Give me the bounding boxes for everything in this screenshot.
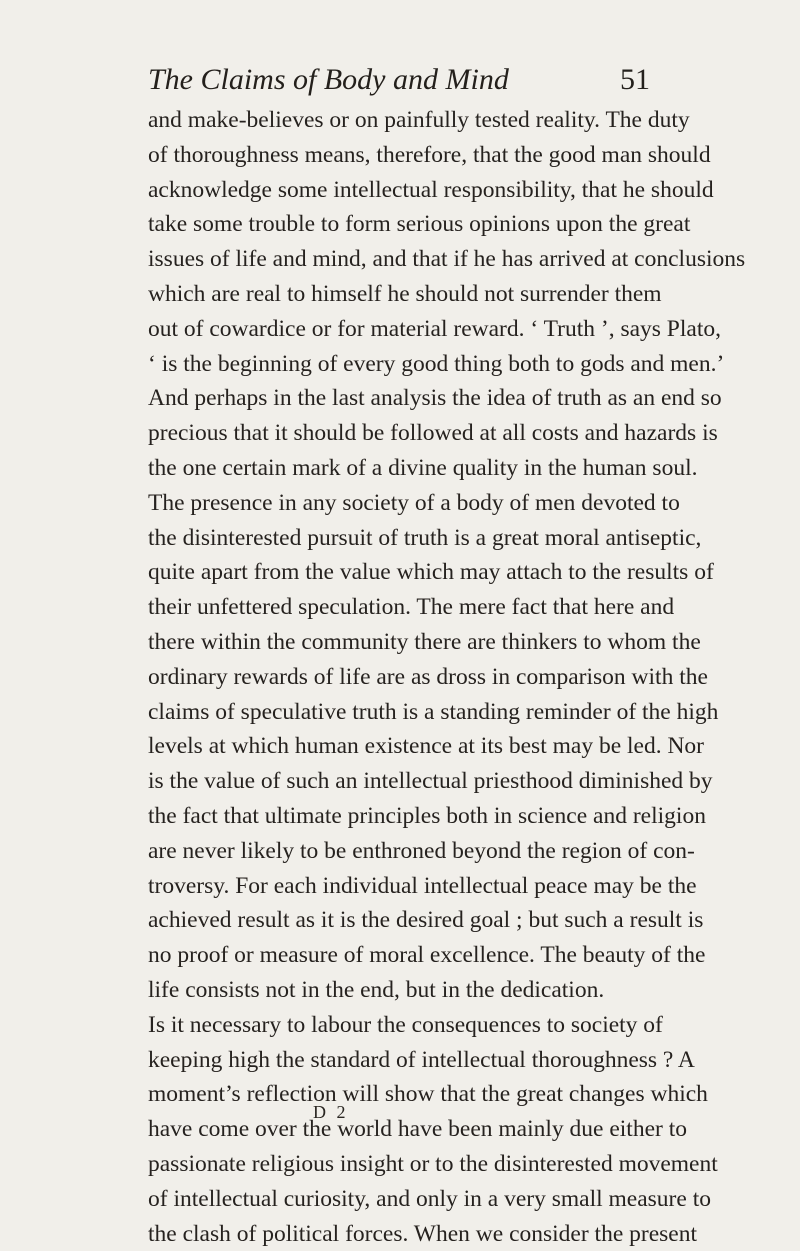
text-line: no proof or measure of moral excellence. The beauty of the	[148, 938, 636, 973]
text-line: troversy. For each individual intellectual peace may be the	[148, 869, 636, 904]
text-line: levels at which human existence at its best may be led. Nor	[148, 729, 636, 764]
text-line: precious that it should be followed at all costs and hazards is	[148, 416, 636, 451]
text-line: have come over the world have been mainly due either to	[148, 1112, 636, 1147]
text-line: their unfettered speculation. The mere fact that here and	[148, 590, 636, 625]
text-line: ‘ is the beginning of every good thing both to gods and men.’	[148, 347, 636, 382]
text-line: claims of speculative truth is a standing reminder of the high	[148, 695, 636, 730]
text-line: there within the community there are thinkers to whom the	[148, 625, 636, 660]
page-number: 51	[620, 62, 650, 98]
running-title: The Claims of Body and Mind	[148, 62, 509, 98]
text-line: the one certain mark of a divine quality in the human soul.	[148, 451, 636, 486]
text-line: of intellectual curiosity, and only in a very small measure to	[148, 1182, 636, 1217]
text-line: achieved result as it is the desired goal ; but such a result is	[148, 903, 636, 938]
text-line: of thoroughness means, therefore, that the good man should	[148, 138, 636, 173]
text-line: The presence in any society of a body of men devoted to	[148, 486, 636, 521]
text-line: And perhaps in the last analysis the idea of truth as an end so	[148, 381, 636, 416]
text-line: Is it necessary to labour the consequences to society of	[148, 1008, 636, 1043]
signature-mark: D 2	[313, 1102, 349, 1123]
text-line: take some trouble to form serious opinions upon the great	[148, 207, 636, 242]
text-line: the disinterested pursuit of truth is a great moral antiseptic,	[148, 521, 636, 556]
text-line: passionate religious insight or to the disinterested movement	[148, 1147, 636, 1182]
text-line: which are real to himself he should not surrender them	[148, 277, 636, 312]
text-line: is the value of such an intellectual priesthood diminished by	[148, 764, 636, 799]
text-line: acknowledge some intellectual responsibility, that he should	[148, 173, 636, 208]
text-line: are never likely to be enthroned beyond the region of con-	[148, 834, 636, 869]
text-line: the fact that ultimate principles both in science and religion	[148, 799, 636, 834]
text-line: the clash of political forces. When we consider the present	[148, 1217, 636, 1251]
text-line: out of cowardice or for material reward. ‘ Truth ’, says Plato,	[148, 312, 636, 347]
page-header	[148, 62, 636, 98]
text-line: issues of life and mind, and that if he has arrived at conclusions	[148, 242, 636, 277]
text-line: moment’s reflection will show that the great changes which	[148, 1077, 636, 1112]
body-text	[148, 103, 636, 1251]
text-line: and make-believes or on painfully tested reality. The duty	[148, 103, 636, 138]
text-line: quite apart from the value which may attach to the results of	[148, 555, 636, 590]
text-line: keeping high the standard of intellectual thoroughness ? A	[148, 1043, 636, 1078]
text-line: life consists not in the end, but in the dedication.	[148, 973, 636, 1008]
text-line: ordinary rewards of life are as dross in comparison with the	[148, 660, 636, 695]
